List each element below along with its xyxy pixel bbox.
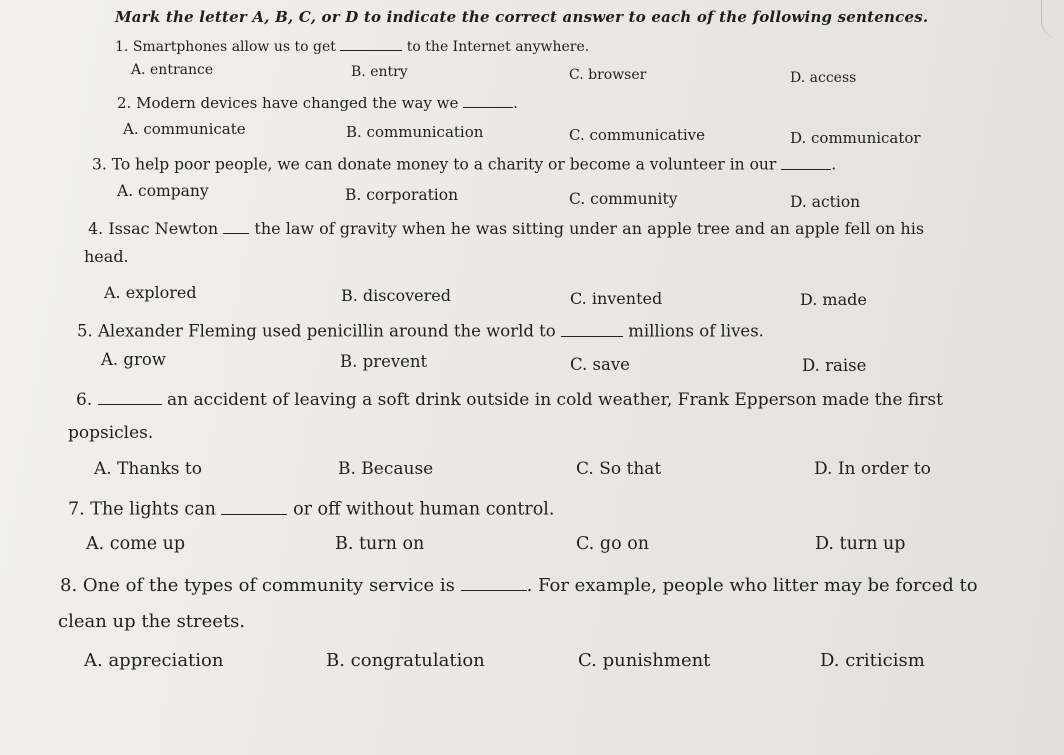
question-2-option-b[interactable]: B. communication [346, 123, 484, 141]
question-text-before: Smartphones allow us to get [132, 39, 336, 55]
question-5-option-d[interactable]: D. raise [802, 356, 867, 375]
question-6-option-d[interactable]: D. In order to [814, 459, 931, 479]
question-text-after: . For example, people who litter may be forced to [526, 575, 978, 596]
question-5-option-a[interactable]: A. grow [101, 350, 166, 369]
question-7-stem [68, 496, 554, 520]
question-text-before: Issac Newton [108, 219, 219, 238]
question-number: 2. [117, 94, 132, 112]
question-text-after: the law of gravity when he was sitting under an apple tree and an apple fell on his [254, 219, 925, 238]
answer-blank [463, 92, 513, 108]
question-3-stem [92, 153, 836, 174]
answer-blank [781, 153, 831, 170]
question-2-option-d[interactable]: D. communicator [790, 129, 921, 147]
question-text-after: an accident of leaving a soft drink outside in cold weather, Frank Epperson made the first [167, 390, 943, 410]
question-text-after: . [513, 94, 518, 112]
question-4-option-a[interactable]: A. explored [104, 283, 197, 302]
question-3-option-a[interactable]: A. company [117, 182, 209, 200]
question-4-option-d[interactable]: D. made [800, 290, 867, 309]
question-text-before: The lights can [90, 499, 216, 520]
question-6-option-a[interactable]: A. Thanks to [94, 459, 202, 479]
question-7-option-a[interactable]: A. come up [86, 534, 186, 554]
answer-blank [223, 217, 249, 234]
question-2-stem [117, 92, 518, 112]
question-text-before: To help poor people, we can donate money to a charity or become a volunteer in our [111, 155, 777, 174]
question-number: 5. [77, 321, 93, 341]
question-5-stem [77, 319, 764, 341]
question-3-option-c[interactable]: C. community [569, 190, 678, 208]
question-number: 1. [115, 39, 129, 55]
answer-blank [340, 36, 402, 51]
question-4-option-b[interactable]: B. discovered [341, 286, 451, 305]
question-number: 4. [88, 219, 104, 238]
question-7-option-d[interactable]: D. turn up [815, 534, 906, 554]
question-8-continuation: clean up the streets. [58, 611, 246, 632]
question-3-option-d[interactable]: D. action [790, 193, 861, 211]
question-number: 3. [92, 155, 107, 174]
question-text-after: or off without human control. [293, 499, 555, 520]
question-text-after: to the Internet anywhere. [406, 39, 590, 55]
question-6-option-c[interactable]: C. So that [576, 459, 662, 479]
question-5-option-b[interactable]: B. prevent [340, 352, 428, 371]
instruction-text: Mark the letter A, B, C, or D to indicate the correct answer to each of the following sentences. [115, 8, 929, 26]
question-2-option-c[interactable]: C. communicative [569, 126, 705, 144]
answer-blank [221, 496, 287, 515]
question-7-option-c[interactable]: C. go on [576, 534, 649, 554]
question-text-after: . [831, 155, 837, 174]
question-6-continuation: popsicles. [68, 423, 154, 443]
question-6-stem [76, 387, 943, 410]
question-1-stem [115, 36, 589, 55]
question-4-continuation: head. [84, 247, 129, 266]
question-6-option-b[interactable]: B. Because [338, 459, 434, 479]
question-8-option-d[interactable]: D. criticism [820, 650, 925, 671]
question-8-option-b[interactable]: B. congratulation [326, 650, 485, 671]
answer-blank [561, 319, 623, 337]
question-text-before: Modern devices have changed the way we [136, 94, 459, 112]
answer-blank [98, 387, 162, 405]
question-8-stem [60, 572, 978, 596]
answer-blank [461, 572, 527, 591]
question-4-stem [88, 217, 998, 238]
question-1-option-d[interactable]: D. access [790, 70, 857, 86]
question-2-option-a[interactable]: A. communicate [123, 120, 246, 138]
question-8-option-a[interactable]: A. appreciation [84, 650, 224, 671]
question-4-option-c[interactable]: C. invented [570, 289, 663, 308]
question-text-before: Alexander Fleming used penicillin around the world to [98, 321, 556, 341]
question-number: 7. [68, 499, 85, 520]
question-1-option-c[interactable]: C. browser [569, 67, 647, 83]
question-8-option-c[interactable]: C. punishment [578, 650, 711, 671]
question-text-before: One of the types of community service is [82, 575, 455, 596]
question-1-option-a[interactable]: A. entrance [131, 62, 214, 78]
question-text-after: millions of lives. [628, 321, 764, 341]
question-number: 6. [76, 390, 93, 410]
page-corner-curl [1041, 0, 1064, 40]
question-7-option-b[interactable]: B. turn on [335, 534, 425, 554]
question-number: 8. [60, 575, 78, 596]
question-1-option-b[interactable]: B. entry [351, 64, 408, 80]
question-5-option-c[interactable]: C. save [570, 355, 630, 374]
question-3-option-b[interactable]: B. corporation [345, 186, 459, 204]
